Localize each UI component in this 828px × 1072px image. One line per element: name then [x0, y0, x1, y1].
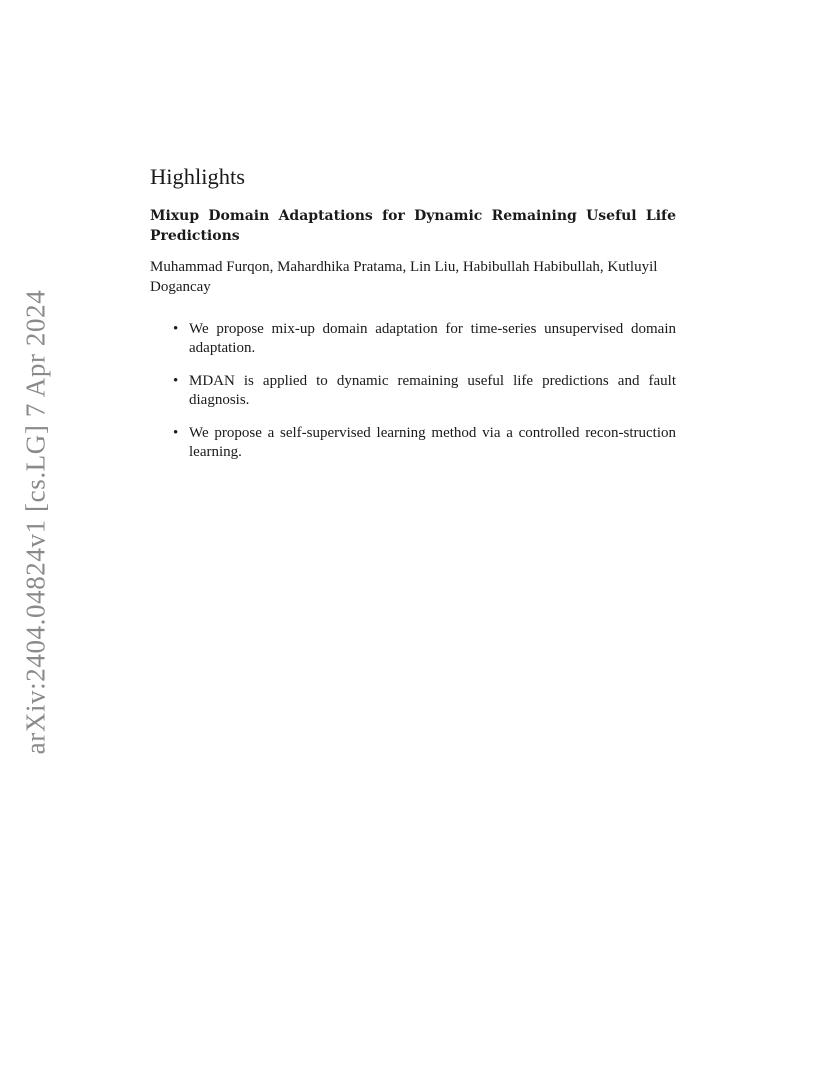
highlight-item	[150, 320, 676, 359]
highlights-page	[150, 164, 676, 476]
highlight-text: MDAN is applied to dynamic remaining useful life predictions and fault diagnosis.	[189, 372, 676, 409]
highlights-list	[150, 320, 676, 463]
bullet-icon: •	[173, 424, 179, 441]
section-heading: Highlights	[150, 164, 246, 189]
highlight-item	[150, 424, 676, 463]
highlight-item	[150, 372, 676, 411]
highlight-text: We propose mix-up domain adaptation for time-series unsupervised domain adaptation.	[189, 320, 676, 357]
paper-title: Mixup Domain Adaptations for Dynamic Remaining Useful Life Predictions	[150, 207, 676, 244]
highlight-text: We propose a self-supervised learning method via a controlled recon-struction learning.	[189, 424, 676, 461]
author-list: Muhammad Furqon, Mahardhika Pratama, Lin Liu, Habibullah Habibullah, Kutluyil Dogancay	[150, 258, 658, 295]
bullet-icon: •	[173, 320, 179, 337]
arxiv-identifier-stamp: arXiv:2404.04824v1 [cs.LG] 7 Apr 2024	[20, 289, 51, 755]
bullet-icon: •	[173, 372, 179, 389]
